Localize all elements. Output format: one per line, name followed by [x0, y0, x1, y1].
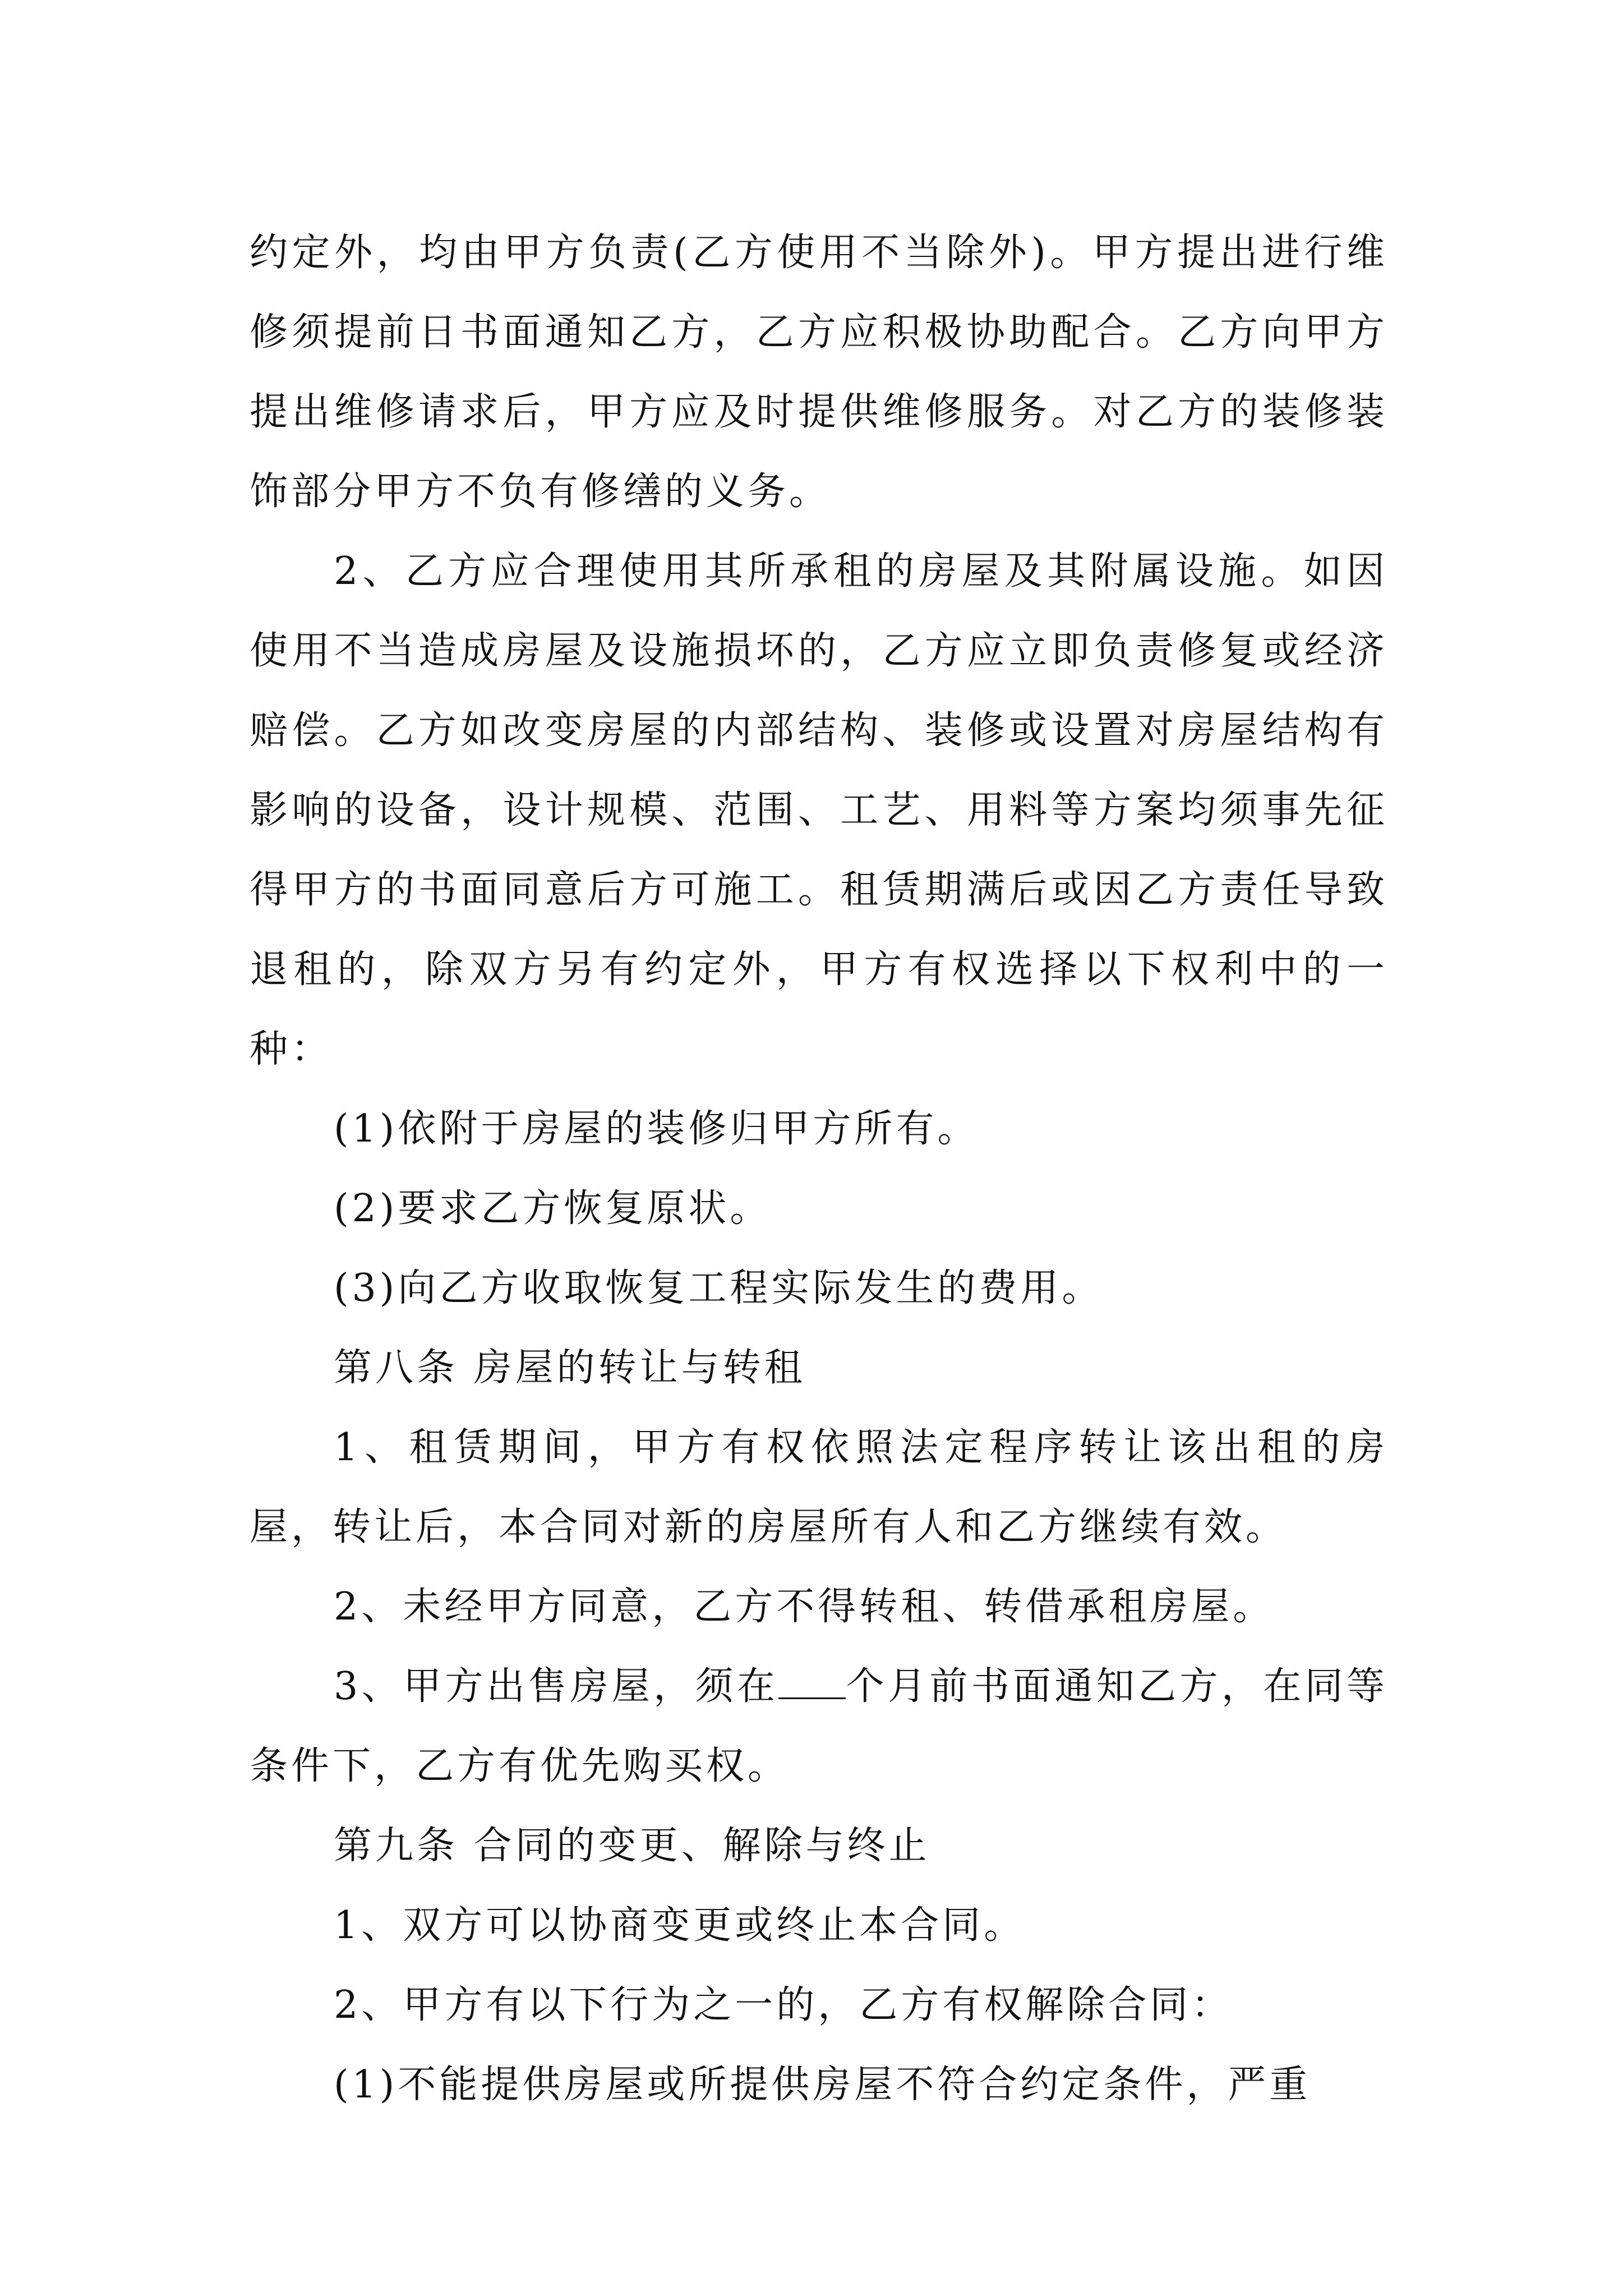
fill-in-blank — [778, 1664, 846, 1699]
paragraph-article-8-clause-1: 1、租赁期间，甲方有权依照法定程序转让该出租的房屋，转让后，本合同对新的房屋所有人和乙方继续有效。 — [250, 1425, 1388, 1549]
list-item-2: (2)要求乙方恢复原状。 — [334, 1186, 772, 1231]
clause-3-text-before-blank: 3、甲方出售房屋，须在 — [334, 1664, 779, 1709]
list-item-1: (1)依附于房屋的装修归甲方所有。 — [334, 1107, 979, 1151]
paragraph-continuation: 约定外，均由甲方负责(乙方使用不当除外)。甲方提出进行维修须提前日书面通知乙方，乙方应积极协助配合。乙方向甲方提出维修请求后，甲方应及时提供维修服务。对乙方的装修装饰部分甲方不负有修缮的义务。 — [250, 231, 1388, 514]
paragraph-article-8-clause-3 — [250, 1647, 1388, 1806]
clause-3-text-after-blank: 个月前书面通知乙方，在同等条件下，乙方有优先购买权。 — [250, 1664, 1388, 1788]
paragraph-article-9-clause-2: 2、甲方有以下行为之一的，乙方有权解除合同： — [334, 1983, 1233, 2027]
paragraph-article-8-clause-2: 2、未经甲方同意，乙方不得转租、转借承租房屋。 — [334, 1585, 1275, 1629]
list-item-3: (3)向乙方收取恢复工程实际发生的费用。 — [334, 1266, 1104, 1310]
paragraph-clause-2: 2、乙方应合理使用其所承租的房屋及其附属设施。如因使用不当造成房屋及设施损坏的，乙方应立即负责修复或经济赔偿。乙方如改变房屋的内部结构、装修或设置对房屋结构有影响的设备，设计规模、范围、工艺、用料等方案均须事先征得甲方的书面同意后方可施工。租赁期满后或因乙方责任导致退租的，除双方另有约定外，甲方有权选择以下权利中的一种： — [250, 549, 1388, 1071]
section-heading-article-8: 第八条 房屋的转让与转租 — [334, 1346, 806, 1390]
list-item-termination-1: (1)不能提供房屋或所提供房屋不符合约定条件，严重 — [334, 2063, 1311, 2107]
paragraph-article-9-clause-1: 1、双方可以协商变更或终止本合同。 — [334, 1903, 1026, 1948]
document-body — [250, 213, 1388, 2125]
section-heading-article-9: 第九条 合同的变更、解除与终止 — [334, 1824, 930, 1868]
